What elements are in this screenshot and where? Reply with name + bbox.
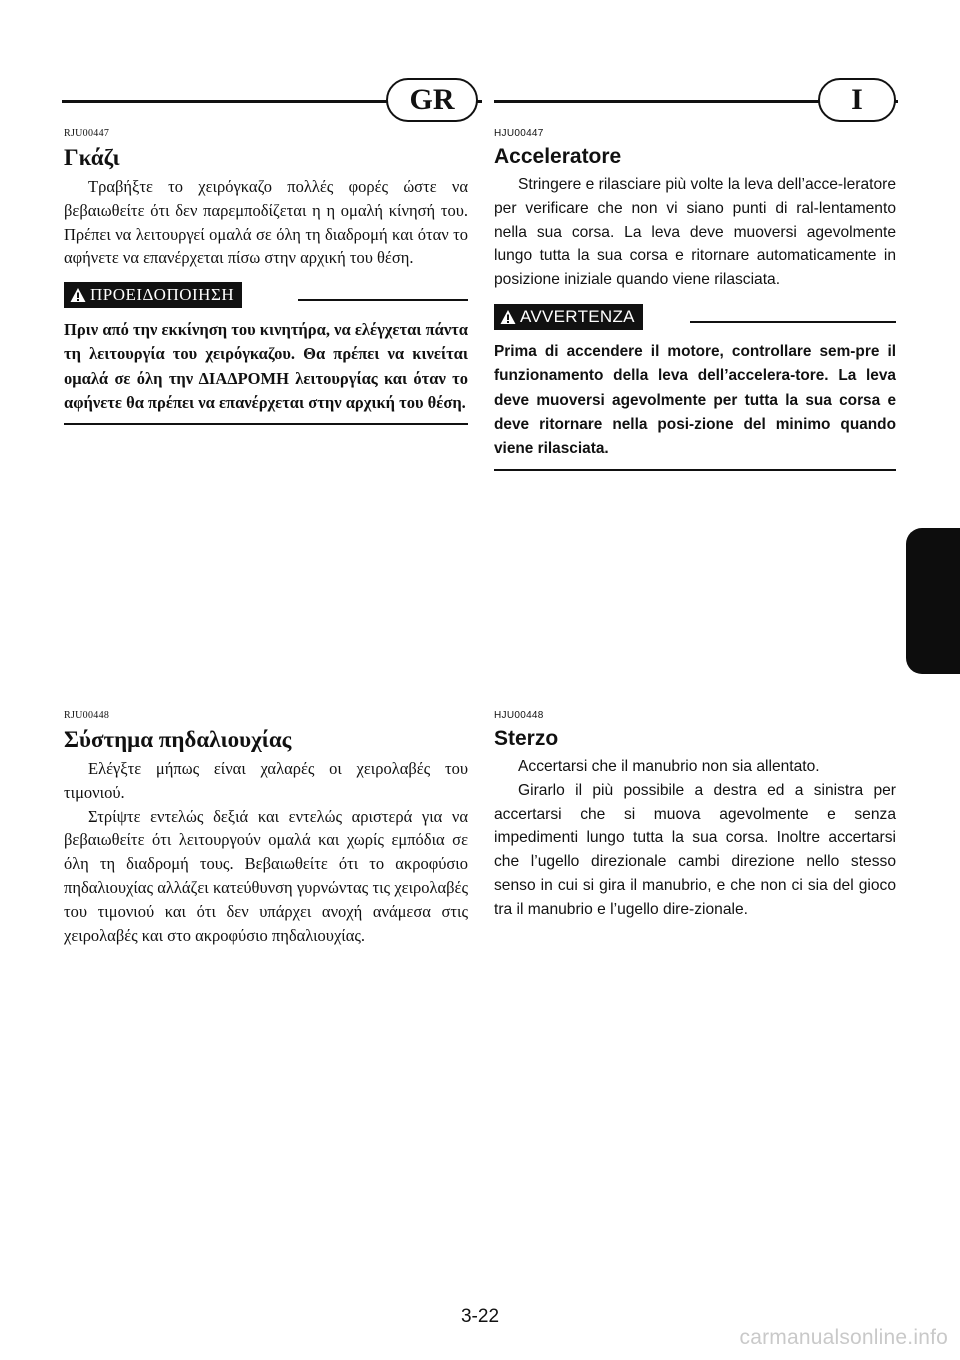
warning-box — [64, 318, 468, 425]
warning-label-text: ΠΡΟΕΙΔΟΠΟΙΗΣΗ — [90, 285, 235, 305]
section-body: Τραβήξτε το χειρόγκαζο πολλές φορές ώστε να βεβαιωθείτε ότι δεν παρεμποδίζεται η η ομαλή κίνησή του. Πρέπει να λειτουργεί ομαλά σε όλη τη διαδρομή και όταν το αφήνετε να επανέρχεται πίσω στην αρχική του θέση. — [64, 177, 468, 268]
language-badge-gr: GR — [386, 78, 478, 122]
chapter-side-tab — [906, 528, 960, 674]
warning-box — [494, 340, 896, 471]
section-steering-it — [494, 710, 896, 922]
warning-text: Prima di accendere il motore, controllare sem-pre il funzionamento della leva dell’accelera-tore. La leva deve muoversi agevolmente per tutta la sua corsa e deve ritornare nella posi-zione del minimo quando viene rilasciata. — [494, 342, 896, 458]
section-code: RJU00447 — [64, 128, 110, 139]
section-title: Sterzo — [494, 727, 559, 750]
section-accelerator-it — [494, 128, 896, 471]
warning-triangle-icon — [70, 287, 86, 303]
warning-triangle-icon — [500, 309, 516, 325]
watermark: carmanualsonline.info — [739, 1326, 948, 1349]
section-steering-gr — [64, 710, 468, 947]
section-body: Stringere e rilasciare più volte la leva dell’acce-leratore per verificare che non vi siano punti di ral-lentamento nella sua corsa. La leva deve muoversi agevolmente lungo tutta la sua corsa e ritornare automaticamente in posizione iniziale quando viene rilasciata. — [494, 176, 896, 289]
warning-label-text: AVVERTENZA — [520, 306, 635, 326]
section-title: Γκάζι — [64, 145, 120, 170]
page-number: 3-22 — [460, 1306, 500, 1327]
warning-label — [494, 304, 643, 330]
section-body-2: Girarlo il più possibile a destra ed a sinistra per accertarsi che si muova agevolmente e senza impedimenti lungo tutta la sua corsa. Inoltre accertarsi che l’ugello direzionale cambi direzione nello stesso senso in cui si gira il manubrio, e che non ci sia del gioco tra il manubrio e l’ugello dire-zionale. — [494, 781, 896, 918]
warning-rule — [690, 321, 896, 323]
language-badge-it: I — [818, 78, 896, 122]
section-title: Σύστημα πηδαλιουχίας — [64, 727, 292, 752]
section-accelerator-gr — [64, 128, 468, 425]
warning-rule — [298, 299, 468, 301]
section-title: Acceleratore — [494, 145, 622, 168]
section-body-2: Στρίψτε εντελώς δεξιά και εντελώς αριστερά για να βεβαιωθείτε ότι λειτουργούν ομαλά και χωρίς εμπόδια σε όλη τη διαδρομή τους. Βεβαιωθείτε ότι το ακροφύσιο πηδαλιουχίας αλλάζει κατεύθυνση γυρνώντας τις χειρολαβές του τιμονιού και ότι δεν υπάρχει ανοχή ανάμεσα στις χειρολαβές και στο ακροφύσιο πηδαλιουχίας. — [64, 806, 468, 945]
section-code: HJU00448 — [494, 710, 544, 721]
warning-label — [64, 282, 242, 308]
warning-header — [494, 304, 896, 334]
section-code: HJU00447 — [494, 128, 544, 139]
warning-header — [64, 282, 468, 312]
section-code: RJU00448 — [64, 710, 110, 721]
warning-text: Πριν από την εκκίνηση του κινητήρα, να ελέγχεται πάντα τη λειτουργία του χειρόγκαζου. Θα πρέπει να κινείται ομαλά σε όλη την ΔΙΑΔΡΟΜΗ λειτουργίας και όταν το αφήνετε θα πρέπει να επανέρχεται στην αρχική του θέση. — [64, 320, 468, 413]
section-body-1: Ελέγξτε μήπως είναι χαλαρές οι χειρολαβές του τιμονιού. — [64, 759, 468, 802]
section-body-1: Accertarsi che il manubrio non sia allentato. — [518, 758, 820, 775]
